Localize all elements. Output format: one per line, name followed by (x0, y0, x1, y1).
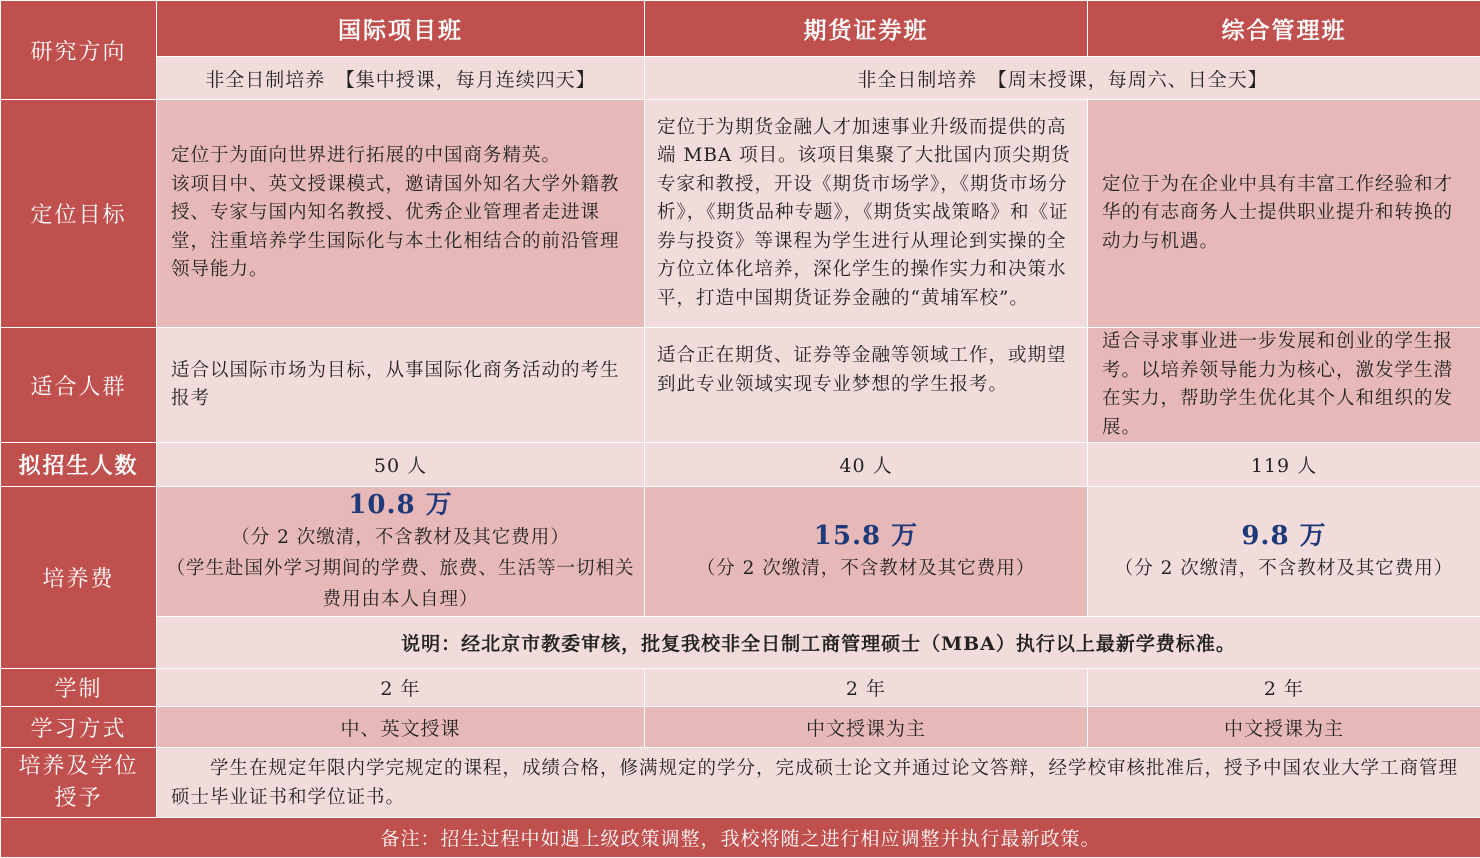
duration-general: 2 年 (1088, 669, 1480, 707)
fee-note-general: （分 2 次缴清，不含教材及其它费用） (1088, 553, 1480, 584)
row-label-mode: 学习方式 (1, 707, 157, 748)
footer-note: 备注：招生过程中如遇上级政策调整，我校将随之进行相应调整并执行最新政策。 (1, 818, 1480, 858)
positioning-futures: 定位于为期货金融人才加速事业升级而提供的高端 MBA 项目。该项目集聚了大批国内顶尖期货专家和教授，开设《期货市场学》，《期货市场分析》，《期货品种专题》，《期货实战策略》和《证券与投资》等课程为学生进行从理论到实操的全方位立体化培养，深化学生的操作实力和决策水平，打造中国期货证券金融的“黄埔军校”。 (645, 100, 1088, 328)
row-label-degree: 培养及学位授予 (1, 748, 157, 818)
training-mode-international: 非全日制培养 【集中授课，每月连续四天】 (157, 57, 645, 100)
fee-statement: 说明：经北京市教委审核，批复我校非全日制工商管理硕士（MBA）执行以上最新学费标准。 (157, 617, 1480, 669)
column-header-general: 综合管理班 (1088, 1, 1480, 57)
fee-note-international: （分 2 次缴清，不含教材及其它费用） (157, 522, 644, 553)
row-label-fee: 培养费 (1, 487, 157, 669)
fee-general (1088, 487, 1480, 617)
positioning-international-p2: 该项目中、英文授课模式，邀请国外知名大学外籍教授、专家与国内知名教授、优秀企业管理者走进课堂，注重培养学生国际化与本土化相结合的前沿管理领导能力。 (171, 171, 632, 285)
degree-text: 学生在规定年限内学完规定的课程，成绩合格，修满规定的学分，完成硕士论文并通过论文答辩，经学校审核批准后，授予中国农业大学工商管理硕士毕业证书和学位证书。 (157, 748, 1480, 818)
duration-futures: 2 年 (645, 669, 1088, 707)
audience-general: 适合寻求事业进一步发展和创业的学生报考。以培养领导能力为核心，激发学生潜在实力，帮助学生优化其个人和组织的发展。 (1088, 328, 1480, 443)
column-header-futures: 期货证券班 (645, 1, 1088, 57)
enrollment-general: 119 人 (1088, 443, 1480, 487)
positioning-general: 定位于为在企业中具有丰富工作经验和才华的有志商务人士提供职业提升和转换的动力与机遇。 (1088, 100, 1480, 328)
positioning-international (157, 100, 645, 328)
fee-amount-general: 9.8 万 (1088, 519, 1480, 553)
audience-international: 适合以国际市场为目标，从事国际化商务活动的考生报考 (157, 328, 645, 443)
fee-international (157, 487, 645, 617)
enrollment-international: 50 人 (157, 443, 645, 487)
column-header-international: 国际项目班 (157, 1, 645, 57)
row-label-positioning: 定位目标 (1, 100, 157, 328)
fee-amount-international: 10.8 万 (157, 488, 644, 522)
duration-international: 2 年 (157, 669, 645, 707)
fee-extra-international: （学生赴国外学习期间的学费、旅费、生活等一切相关费用由本人自理） (157, 553, 644, 615)
enrollment-futures: 40 人 (645, 443, 1088, 487)
fee-note-futures: （分 2 次缴清，不含教材及其它费用） (645, 553, 1087, 584)
mode-general: 中文授课为主 (1088, 707, 1480, 748)
row-label-enrollment: 拟招生人数 (1, 443, 157, 487)
mode-futures: 中文授课为主 (645, 707, 1088, 748)
mode-international: 中、英文授课 (157, 707, 645, 748)
audience-futures: 适合正在期货、证券等金融等领域工作，或期望到此专业领域实现专业梦想的学生报考。 (645, 328, 1088, 443)
row-label-direction: 研究方向 (1, 1, 157, 100)
fee-amount-futures: 15.8 万 (645, 519, 1087, 553)
training-mode-others: 非全日制培养 【周末授课，每周六、日全天】 (645, 57, 1480, 100)
row-label-duration: 学制 (1, 669, 157, 707)
row-label-audience: 适合人群 (1, 328, 157, 443)
fee-futures (645, 487, 1088, 617)
positioning-international-p1: 定位于为面向世界进行拓展的中国商务精英。 (171, 142, 632, 171)
